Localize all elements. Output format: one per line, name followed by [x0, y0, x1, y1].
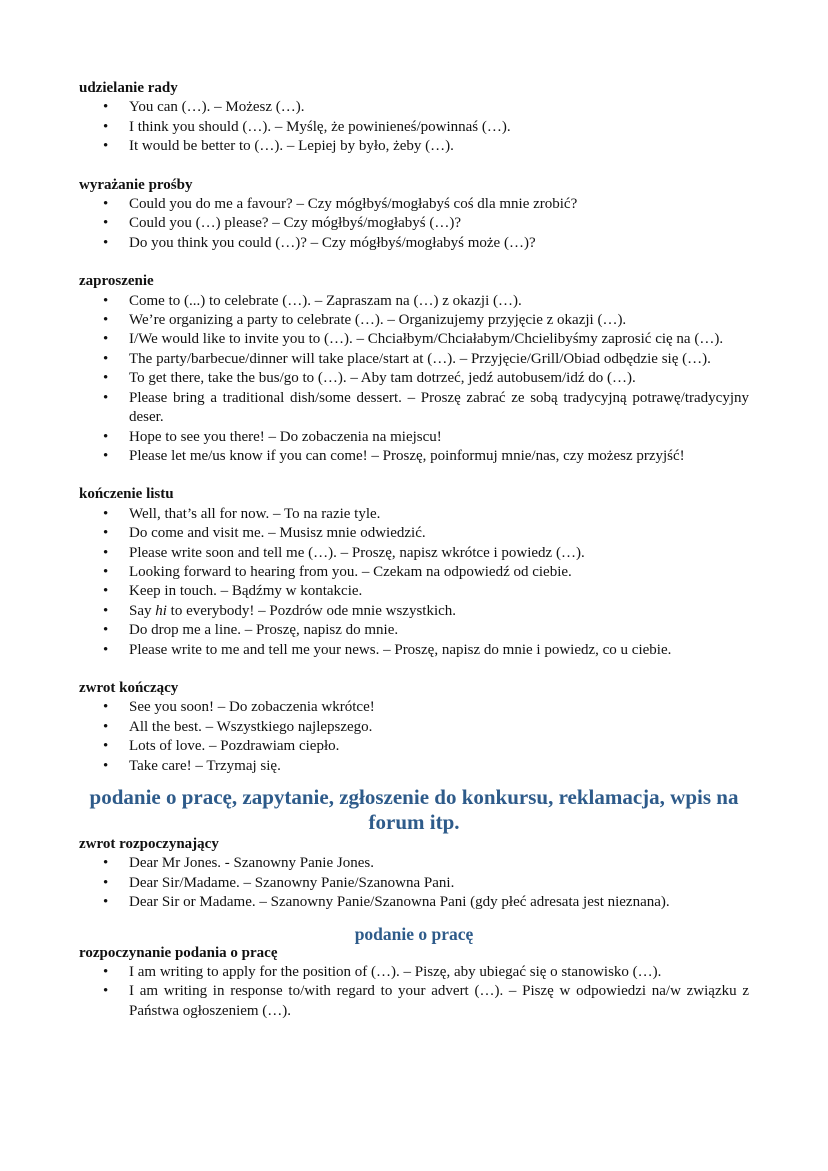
formal-letters-heading: podanie o pracę, zapytanie, zgłoszenie do konkursu, reklamacja, wpis na forum itp.	[89, 785, 739, 834]
item-emphasis: hi	[155, 602, 167, 619]
list-item: • Well, that’s all for now. – To na razie tyle.	[79, 505, 749, 524]
section-heading: udzielanie rady	[79, 80, 178, 96]
list-item: • Please write soon and tell me (…). – Proszę, napisz wkrótce i powiedz (…).	[79, 544, 749, 563]
section-heading: wyrażanie prośby	[79, 176, 193, 193]
list-item: • Please let me/us know if you can come! – Proszę, poinformuj mnie/nas, czy możesz przyjść!	[79, 447, 749, 466]
list-item: • I/We would like to invite you to (…). – Chciałbym/Chciałabym/Chcielibyśmy zaprosić cię na (…).	[79, 330, 749, 349]
list-item: • Come to (...) to celebrate (…). – Zapraszam na (…) z okazji (…).	[79, 292, 749, 311]
list-item: • Please write to me and tell me your news. – Proszę, napisz do mnie i powiedz, co u ciebie.	[79, 641, 749, 660]
list-item: • Keep in touch. – Bądźmy w kontakcie.	[79, 582, 749, 601]
job-application-heading: podanie o pracę	[354, 923, 474, 944]
list-item: • Dear Sir or Madame. – Szanowny Panie/Szanowna Pani (gdy płeć adresata jest nieznana).	[79, 893, 749, 912]
section-heading: kończenie listu	[79, 486, 174, 503]
list-item: • Looking forward to hearing from you. – Czekam na odpowiedź od ciebie.	[79, 563, 749, 582]
section-heading: zwrot kończący	[79, 679, 179, 696]
section-job-application-start	[79, 944, 749, 1022]
list-item	[79, 602, 749, 621]
list-item: • Take care! – Trzymaj się.	[79, 757, 749, 776]
section-heading: zaproszenie	[79, 273, 154, 290]
bullet-list	[79, 963, 749, 1021]
list-item: • To get there, take the bus/go to (…). – Aby tam dotrzeć, jedź autobusem/idź do (…).	[79, 369, 749, 388]
bullet-list	[79, 505, 749, 660]
bullet-list	[79, 195, 749, 253]
section-closing-phrase	[79, 679, 749, 776]
item-text: to everybody! – Pozdrów ode mnie wszystkich.	[166, 602, 457, 619]
section-opening-phrase	[79, 835, 749, 913]
bullet-list	[79, 98, 749, 156]
list-item: • I am writing to apply for the position of (…). – Piszę, aby ubiegać się o stanowisko (…).	[79, 963, 749, 982]
list-item: • Dear Mr Jones. - Szanowny Panie Jones.	[79, 854, 749, 873]
list-item: • Lots of love. – Pozdrawiam ciepło.	[79, 737, 749, 756]
list-item: • You can (…). – Możesz (…).	[79, 98, 749, 117]
list-item: • All the best. – Wszystkiego najlepszego.	[79, 718, 749, 737]
list-item: • It would be better to (…). – Lepiej by było, żeby (…).	[79, 137, 749, 156]
list-item: • Do drop me a line. – Proszę, napisz do mnie.	[79, 621, 749, 640]
list-item: • Do you think you could (…)? – Czy mógłbyś/mogłabyś może (…)?	[79, 234, 749, 253]
list-item: • The party/barbecue/dinner will take place/start at (…). – Przyjęcie/Grill/Obiad odbędzie się (…).	[79, 350, 749, 369]
bullet-list	[79, 292, 749, 467]
item-text: Say	[129, 602, 156, 619]
list-item: • Do come and visit me. – Musisz mnie odwiedzić.	[79, 524, 749, 543]
document-body	[79, 79, 749, 1021]
section-heading: rozpoczynanie podania o pracę	[79, 944, 278, 961]
section-heading: zwrot rozpoczynający	[79, 836, 219, 852]
section-letter-ending	[79, 485, 749, 660]
list-item: • Please bring a traditional dish/some dessert. – Proszę zabrać ze sobą tradycyjną potrawę/tradycyjny deser.	[79, 389, 749, 428]
list-item: • Could you (…) please? – Czy mógłbyś/mogłabyś (…)?	[79, 214, 749, 233]
section-request	[79, 176, 749, 254]
list-item: • Could you do me a favour? – Czy mógłbyś/mogłabyś coś dla mnie zrobić?	[79, 195, 749, 214]
list-item: • Dear Sir/Madame. – Szanowny Panie/Szanowna Pani.	[79, 874, 749, 893]
section-invitation	[79, 272, 749, 466]
list-item: • I think you should (…). – Myślę, że powinieneś/powinnaś (…).	[79, 118, 749, 137]
list-item: • I am writing in response to/with regard to your advert (…). – Piszę w odpowiedzi na/w związku z Państwa ogłoszeniem (…).	[79, 982, 749, 1021]
bullet-list	[79, 698, 749, 776]
bullet-list	[79, 854, 749, 912]
list-item: • Hope to see you there! – Do zobaczenia na miejscu!	[79, 428, 749, 447]
list-item: • We’re organizing a party to celebrate (…). – Organizujemy przyjęcie z okazji (…).	[79, 311, 749, 330]
section-advice	[79, 79, 749, 157]
list-item: • See you soon! – Do zobaczenia wkrótce!	[79, 698, 749, 717]
